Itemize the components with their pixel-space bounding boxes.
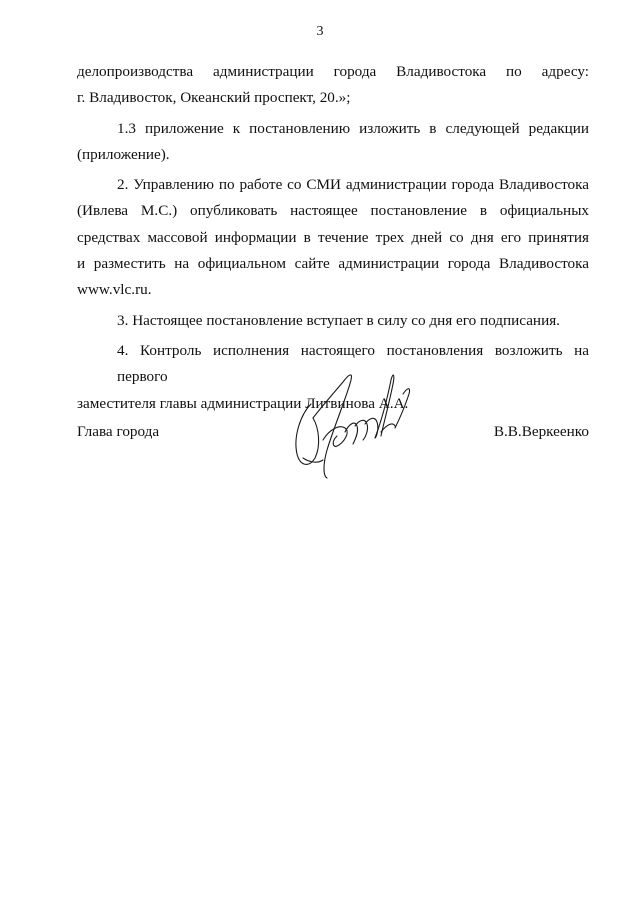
- text-line: делопроизводства администрации города Владивостока по адресу:: [77, 63, 589, 80]
- page-number: 3: [316, 24, 324, 39]
- text-line: заместителя главы администрации Литвинова А.А.: [77, 394, 409, 412]
- text-line: (Ивлева М.С.) опубликовать настоящее постановление в официальных: [77, 202, 589, 220]
- text-line: г. Владивосток, Океанский проспект, 20.»;: [77, 89, 351, 107]
- text-line: (приложение).: [77, 145, 170, 163]
- text-line: 1.3 приложение к постановлению изложить в следующей редакции: [117, 119, 589, 137]
- paragraph-publication: [77, 172, 589, 303]
- signatory-role: Глава города: [77, 423, 160, 440]
- text-line: и разместить на официальном сайте администрации города Владивостока: [77, 255, 589, 273]
- paragraph-effective-date: [77, 308, 589, 334]
- text-line: 3. Настоящее постановление вступает в силу со дня его подписания.: [117, 311, 560, 329]
- text-line: www.vlc.ru.: [77, 281, 152, 299]
- text-line: 2. Управлению по работе со СМИ администрации города Владивостока: [117, 176, 589, 194]
- signatory-name: В.В.Веркеенко: [493, 423, 589, 440]
- paragraph-appendix: [77, 116, 589, 169]
- handwritten-signature: [283, 366, 423, 486]
- text-line: средствах массовой информации в течение трех дней со дня его принятия: [77, 228, 589, 246]
- text-line: 4. Контроль исполнения настоящего постановления возложить на первого: [117, 341, 589, 386]
- paragraph-address: [77, 59, 589, 112]
